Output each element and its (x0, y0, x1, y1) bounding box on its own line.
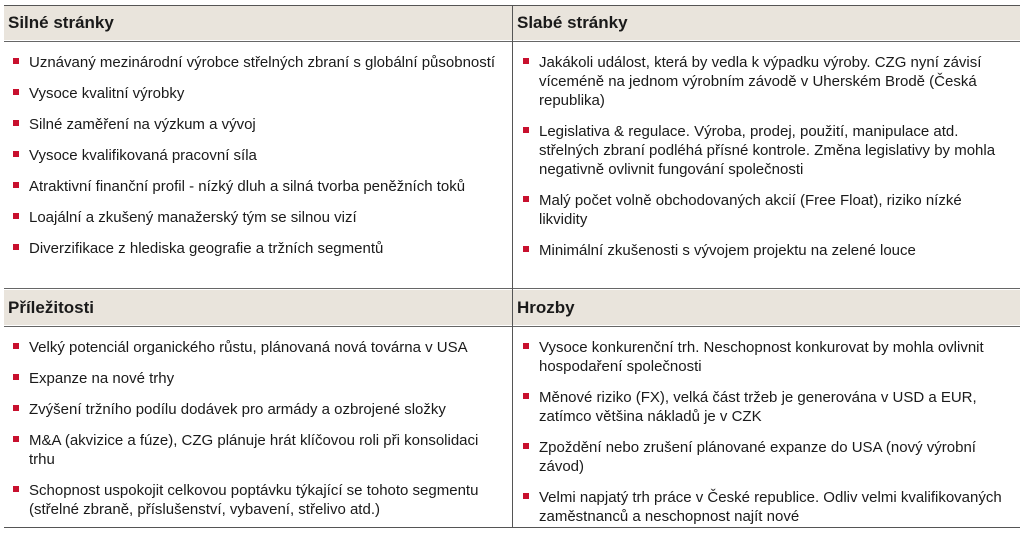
bullet-icon (13, 151, 19, 157)
bullet-icon (523, 196, 529, 202)
list-item: Velký potenciál organického růstu, plánovaná nová továrna v USA (4, 338, 504, 357)
list-item: Schopnost uspokojit celkovou poptávku týkající se tohoto segmentu (střelné zbraně, příslušenství, vybavení, střelivo atd.) (4, 481, 504, 519)
weaknesses-header (513, 6, 1020, 40)
strengths-title: Silné stránky (8, 13, 114, 32)
bullet-icon (13, 213, 19, 219)
strengths-header (4, 6, 512, 40)
bottom-border (4, 527, 1020, 528)
bullet-icon (13, 374, 19, 380)
bullet-icon (523, 343, 529, 349)
bullet-icon (523, 246, 529, 252)
bullet-icon (523, 58, 529, 64)
weaknesses-title: Slabé stránky (517, 13, 628, 32)
bullet-icon (13, 436, 19, 442)
list-item: Silné zaměření na výzkum a vývoj (4, 115, 504, 134)
list-item: Zpoždění nebo zrušení plánované expanze do USA (nový výrobní závod) (514, 438, 1004, 476)
list-item: Vysoce konkurenční trh. Neschopnost konkurovat by mohla ovlivnit hospodaření společnosti (514, 338, 1004, 376)
list-item: Jakákoli událost, která by vedla k výpadku výroby. CZG nyní závisí víceméně na jednom výrobním závodě v Uherském Brodě (Česká republika) (514, 53, 1004, 110)
opportunities-header (4, 290, 512, 325)
bullet-icon (13, 244, 19, 250)
list-item: Zvýšení tržního podílu dodávek pro armády a ozbrojené složky (4, 400, 504, 419)
bullet-icon (523, 127, 529, 133)
list-item: Velmi napjatý trh práce v České republice. Odliv velmi kvalifikovaných zaměstnanců a neschopnost najít nové (514, 488, 1004, 526)
list-item: Vysoce kvalitní výrobky (4, 84, 504, 103)
column-divider (512, 5, 513, 527)
threats-title: Hrozby (517, 297, 575, 317)
bullet-icon (13, 486, 19, 492)
list-item: Minimální zkušenosti s vývojem projektu na zelené louce (514, 241, 1004, 260)
opportunities-title: Příležitosti (8, 297, 94, 317)
bullet-icon (13, 343, 19, 349)
bullet-icon (13, 405, 19, 411)
list-item: Měnové riziko (FX), velká část tržeb je generována v USD a EUR, zatímco většina nákladů je v CZK (514, 388, 1004, 426)
bullet-icon (523, 493, 529, 499)
list-item: Uznávaný mezinárodní výrobce střelných zbraní s globální působností (4, 53, 504, 72)
bullet-icon (523, 393, 529, 399)
bullet-icon (13, 120, 19, 126)
bullet-icon (13, 182, 19, 188)
list-item: Legislativa & regulace. Výroba, prodej, použití, manipulace atd. střelných zbraní podléhá přísné kontrole. Změna legislativy by mohla negativně ovlivnit fungování společnosti (514, 122, 1004, 179)
list-item: Vysoce kvalifikovaná pracovní síla (4, 146, 504, 165)
list-item: Diverzifikace z hlediska geografie a tržních segmentů (4, 239, 504, 258)
list-item: Expanze na nové trhy (4, 369, 504, 388)
list-item: Malý počet volně obchodovaných akcií (Free Float), riziko nízké likvidity (514, 191, 1004, 229)
weaknesses-list (514, 53, 1004, 272)
list-item: Atraktivní finanční profil - nízký dluh a silná tvorba peněžních toků (4, 177, 504, 196)
threats-list (514, 338, 1004, 538)
opportunities-list (4, 338, 504, 531)
list-item: Loajální a zkušený manažerský tým se silnou vizí (4, 208, 504, 227)
bullet-icon (523, 443, 529, 449)
strengths-list (4, 53, 504, 270)
bullet-icon (13, 58, 19, 64)
threats-header (513, 290, 1020, 325)
list-item: M&A (akvizice a fúze), CZG plánuje hrát klíčovou roli při konsolidaci trhu (4, 431, 504, 469)
bullet-icon (13, 89, 19, 95)
